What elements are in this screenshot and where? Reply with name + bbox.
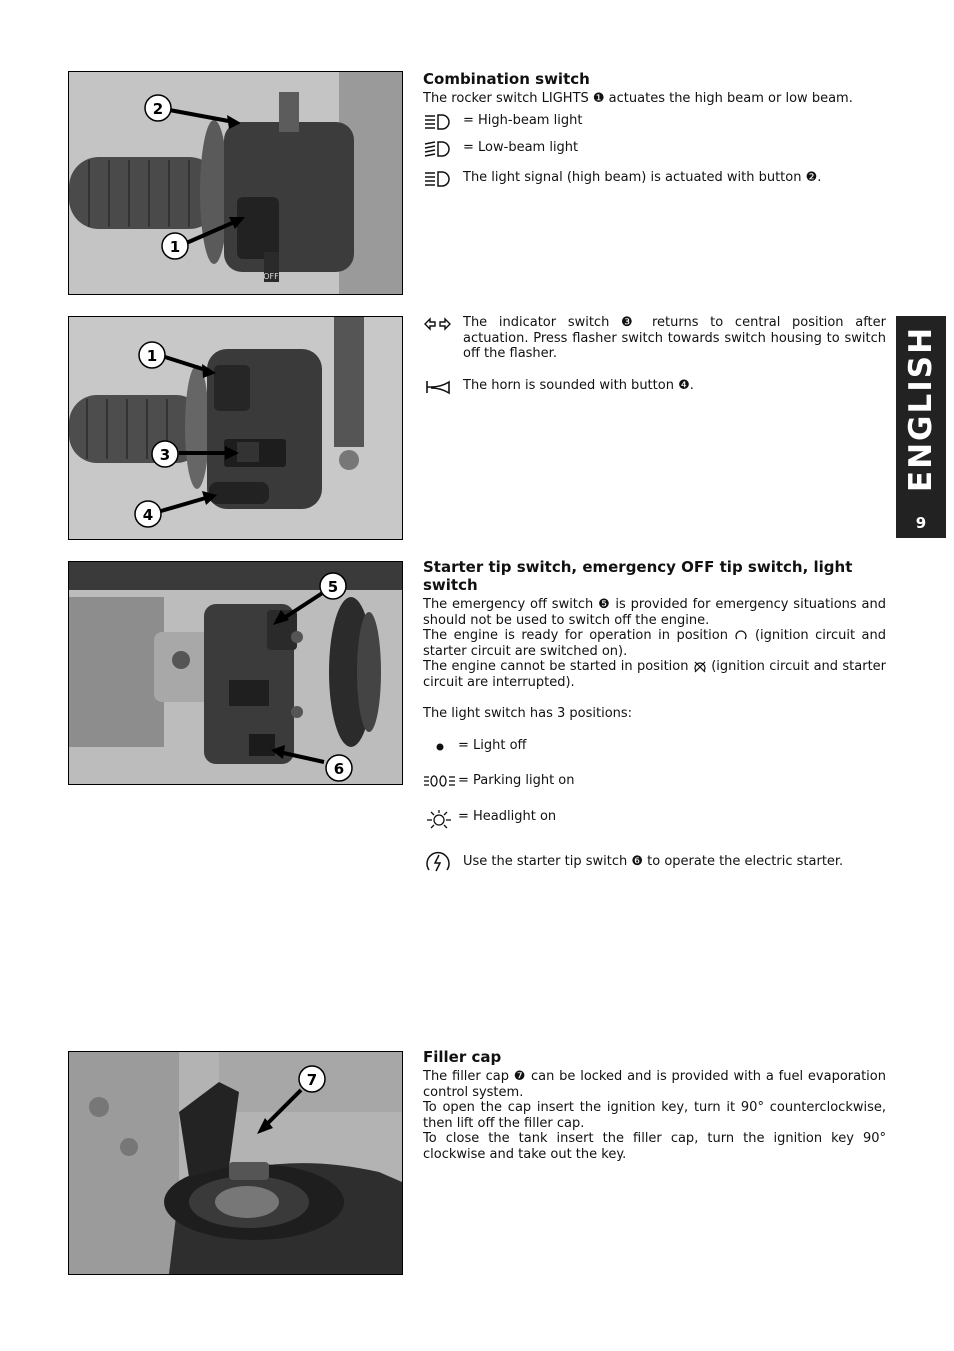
filler-cap-text-1: The filler cap ❼ can be locked and is provided with a fuel evaporation control system. [423,1069,886,1100]
light-signal-row [423,170,886,188]
indicator-arrows-icon [423,315,463,333]
starter-title: Starter tip switch, emergency OFF tip switch, light switch [423,558,853,594]
emergency-off-text: The emergency off switch ❺ is provided for emergency situations and should not be used to switch off the engine. [423,597,886,628]
headlight-row [423,809,886,836]
horn-icon [423,378,463,396]
horn-row [423,378,886,396]
callout-1: 1 [169,238,181,256]
language-label: ENGLISH [903,325,939,492]
callout-6: 6 [333,760,345,778]
off-mark: OFF [263,272,279,281]
engine-ready-text [423,628,886,659]
photo-indicator-switch [68,316,403,540]
engine-ready-tail: (ignition circuit and starter circuit are switched on). [423,628,886,659]
light-off-row [423,738,886,759]
stop-position-icon [693,661,707,673]
engine-cannot-tail: (ignition circuit and starter circuit are interrupted). [423,659,887,690]
starter-section [423,558,886,877]
photo-starter-switch [68,561,403,785]
filler-cap-section [423,1048,886,1162]
language-sidebar [896,316,946,538]
light-off-icon [423,738,458,759]
indicator-section [423,315,886,396]
photo-filler-cap [68,1051,403,1275]
callout-5: 5 [327,578,339,596]
combination-switch-intro: The rocker switch LIGHTS ❶ actuates the high beam or low beam. [423,91,853,106]
filler-cap-text-2: To open the cap insert the ignition key, turn it 90° counterclockwise, then lift off the filler cap. [423,1100,886,1131]
engine-ready-lead: The engine is ready for operation in position [423,628,728,643]
indicator-row [423,315,886,362]
high-beam-row [423,113,886,131]
indicator-text: The indicator switch ❸ returns to central position after actuation. Press flasher switch towards switch housing to switch off the flasher. [463,315,886,361]
parking-light-label: = Parking light on [458,773,575,788]
headlight-icon [423,809,458,836]
callout-4: 4 [142,506,154,524]
starter-note-row [423,849,886,877]
filler-cap-text-3: To close the tank insert the filler cap, turn the ignition key 90° clockwise and take out the key. [423,1131,886,1162]
light-signal-icon [423,170,463,188]
low-beam-icon [423,140,463,158]
callout-1: 1 [146,347,158,365]
callout-7: 7 [306,1071,318,1089]
headlight-label: = Headlight on [458,808,557,824]
light-positions-intro: The light switch has 3 positions: [423,706,633,721]
light-signal-text: The light signal (high beam) is actuated with button ❷. [463,169,822,185]
combination-switch-title: Combination switch [423,70,590,88]
combination-switch-section [423,70,886,188]
engine-cannot-start-text [423,659,886,690]
high-beam-icon [423,113,463,131]
filler-cap-title: Filler cap [423,1048,502,1066]
callout-3: 3 [159,446,171,464]
horn-text: The horn is sounded with button ❹. [463,377,694,393]
parking-light-icon [423,773,458,794]
light-off-label: = Light off [458,737,527,753]
photo-combination-switch [68,71,403,295]
high-beam-label: = High-beam light [463,112,583,128]
page-number: 9 [915,514,927,532]
engine-cannot-lead: The engine cannot be started in position [423,659,689,674]
callout-2: 2 [152,100,164,118]
low-beam-label: = Low-beam light [463,139,579,155]
electric-starter-icon [423,849,463,877]
starter-note-text: Use the starter tip switch ❻ to operate the electric starter. [463,854,844,869]
parking-light-row [423,773,886,794]
low-beam-row [423,140,886,158]
run-position-icon [734,630,748,642]
